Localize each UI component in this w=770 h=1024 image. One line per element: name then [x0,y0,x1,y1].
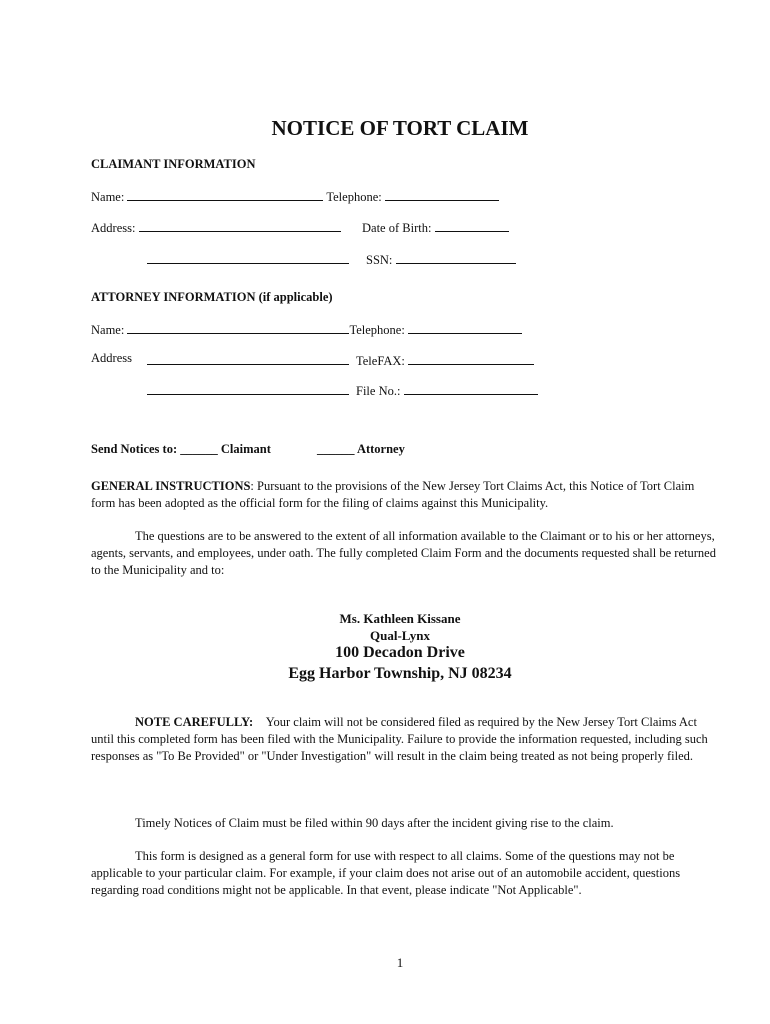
attorney-telefax-row [356,351,534,369]
claimant-dob-row [362,218,509,236]
recipient-street: 100 Decadon Drive [335,644,465,661]
claimant-ssn-field[interactable] [396,250,516,264]
send-attorney-row [317,442,405,457]
attorney-address-line2-field[interactable] [147,381,349,395]
page-title: NOTICE OF TORT CLAIM [271,116,529,140]
claimant-name-row [91,187,499,205]
general-instructions-paragraph [91,478,716,512]
send-attorney-blank[interactable]: ______ [317,442,355,456]
attorney-address-row [91,351,132,366]
attorney-file-field[interactable] [404,381,538,395]
attorney-name-field[interactable] [127,320,349,334]
recipient-name: Ms. Kathleen Kissane [339,611,461,626]
general-instructions-text: : Pursuant to the provisions of the New Jersey Tort Claims Act, this Notice of Tort Claim form has been adopted as the official form for the filing of claims against this Municipality. [91,479,695,510]
claimant-dob-label: Date of Birth: [362,221,432,235]
claimant-address-line2-row [147,250,349,268]
attorney-telephone-field[interactable] [408,320,522,334]
attorney-address-line2-row [147,381,349,399]
note-carefully-paragraph [91,714,716,765]
note-carefully-text: Your claim will not be considered filed as required by the New Jersey Tort Claims Act until this completed form has been filed with the Municipality. Failure to provide the information requested, including such responses as "To Be Provided" or "Under Investigation" will result in the claim being treated as not being properly filed. [91,715,708,763]
send-claimant-blank[interactable]: ______ [180,442,218,456]
attorney-address-field-row [147,351,349,369]
instructions-paragraph-2: The questions are to be answered to the extent of all information available to the Claimant or to his or her attorneys, agents, servants, and employees, under oath. The fully completed Claim Form and the documents requested shall be returned to the Municipality and to: [91,529,716,577]
send-attorney-label: Attorney [356,442,405,456]
attorney-telefax-field[interactable] [408,351,534,365]
claimant-ssn-row [366,250,516,268]
claimant-telephone-label: Telephone: [326,190,382,204]
attorney-address-field[interactable] [147,351,349,365]
send-notices-row [91,442,271,457]
attorney-telefax-label: TeleFAX: [356,354,405,368]
claimant-name-field[interactable] [127,187,323,201]
claimant-section-header: CLAIMANT INFORMATION [91,157,256,171]
recipient-company: Qual-Lynx [370,628,430,643]
attorney-file-row [356,381,538,399]
attorney-name-row [91,320,522,338]
claimant-name-label: Name: [91,190,125,204]
claimant-address-field[interactable] [139,218,341,232]
send-claimant-label: Claimant [220,442,271,456]
general-instructions-heading: GENERAL INSTRUCTIONS [91,479,251,493]
timely-notice-paragraph: Timely Notices of Claim must be filed within 90 days after the incident giving rise to the claim. [135,816,614,830]
general-form-paragraph: This form is designed as a general form for use with respect to all claims. Some of the questions may not be applicable to your particular claim. For example, if your claim does not arise out of an automobile accident, questions regarding road conditions might not be applicable. In that event, please indicate "Not Applicable". [91,849,681,897]
claimant-dob-field[interactable] [435,218,509,232]
attorney-address-label: Address [91,351,132,365]
claimant-address-line2-field[interactable] [147,250,349,264]
note-carefully-label: NOTE CAREFULLY: [135,715,254,729]
claimant-ssn-label: SSN: [366,253,393,267]
send-notices-label: Send Notices to: [91,442,178,456]
claimant-address-label: Address: [91,221,136,235]
attorney-file-label: File No.: [356,384,401,398]
attorney-section-header: ATTORNEY INFORMATION (if applicable) [91,290,333,304]
page-number: 1 [396,955,404,970]
attorney-telephone-label: Telephone: [349,323,405,337]
recipient-city: Egg Harbor Township, NJ 08234 [288,665,512,682]
attorney-name-label: Name: [91,323,125,337]
claimant-telephone-field[interactable] [385,187,499,201]
claimant-address-row [91,218,341,236]
